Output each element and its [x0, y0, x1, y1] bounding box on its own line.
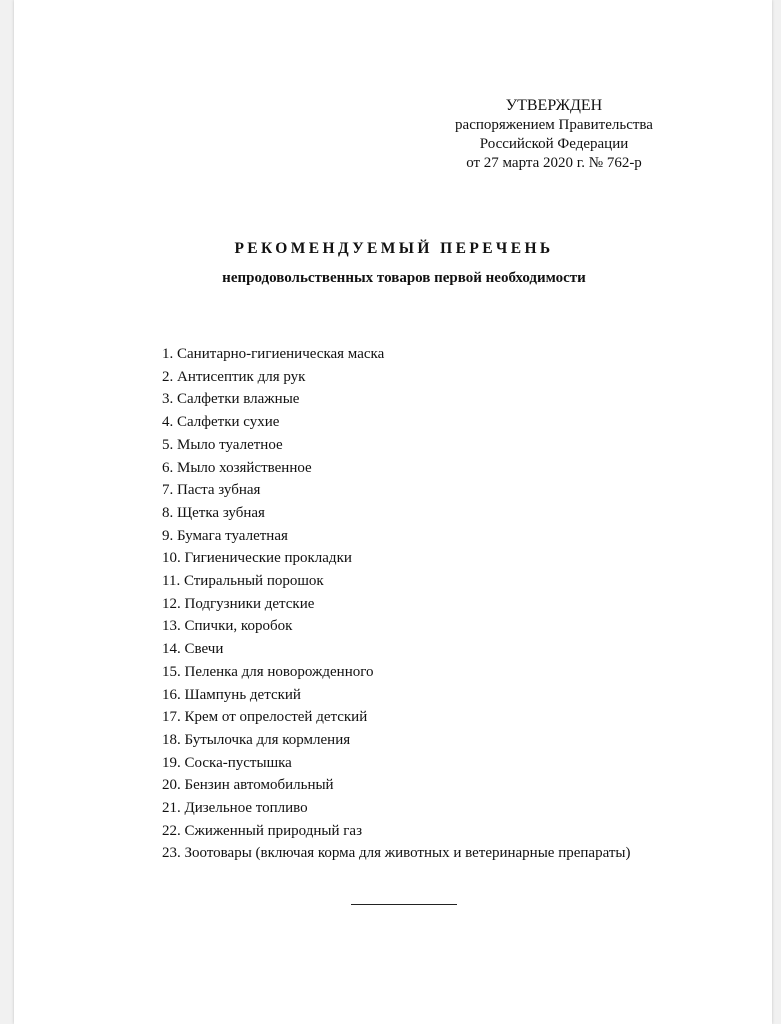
- goods-list: [162, 343, 630, 865]
- list-item: 11. Стиральный порошок: [162, 573, 324, 590]
- list-item: 20. Бензин автомобильный: [162, 777, 334, 794]
- list-item: 14. Свечи: [162, 641, 224, 658]
- approval-line-2: Российской Федерации: [479, 136, 629, 152]
- approval-line-3: от 27 марта 2020 г. № 762-р: [466, 155, 642, 171]
- list-item: 23. Зоотовары (включая корма для животных и ветеринарные препараты): [162, 845, 631, 862]
- list-item: 22. Сжиженный природный газ: [162, 822, 363, 839]
- approval-line-1: распоряжением Правительства: [455, 117, 653, 133]
- end-divider: [351, 904, 457, 905]
- list-item: 3. Салфетки влажные: [162, 391, 300, 408]
- list-item: 1. Санитарно-гигиеническая маска: [162, 346, 385, 362]
- document-page: [14, 0, 772, 1024]
- list-item: 16. Шампунь детский: [162, 686, 301, 703]
- list-item: 18. Бутылочка для кормления: [162, 731, 351, 748]
- list-item: 9. Бумага туалетная: [162, 527, 288, 544]
- list-item: 21. Дизельное топливо: [162, 800, 308, 817]
- document-subtitle: непродовольственных товаров первой необходимости: [222, 270, 586, 286]
- list-item: 8. Щетка зубная: [162, 504, 265, 521]
- list-item: 12. Подгузники детские: [162, 595, 315, 612]
- list-item: 15. Пеленка для новорожденного: [162, 663, 374, 680]
- document-title: РЕКОМЕНДУЕМЫЙ ПЕРЕЧЕНЬ: [234, 240, 554, 257]
- list-item: 5. Мыло туалетное: [162, 436, 283, 453]
- list-item: 13. Спички, коробок: [162, 618, 293, 635]
- approval-block: [424, 96, 684, 173]
- list-item: 7. Паста зубная: [162, 482, 261, 499]
- list-item: 10. Гигиенические прокладки: [162, 550, 352, 567]
- list-item: 4. Салфетки сухие: [162, 414, 280, 431]
- list-item: 19. Соска-пустышка: [162, 754, 292, 771]
- list-item: 6. Мыло хозяйственное: [162, 459, 312, 476]
- list-item: 2. Антисептик для рук: [162, 368, 306, 385]
- list-item: 17. Крем от опрелостей детский: [162, 709, 368, 726]
- approval-title: УТВЕРЖДЕН: [505, 97, 603, 114]
